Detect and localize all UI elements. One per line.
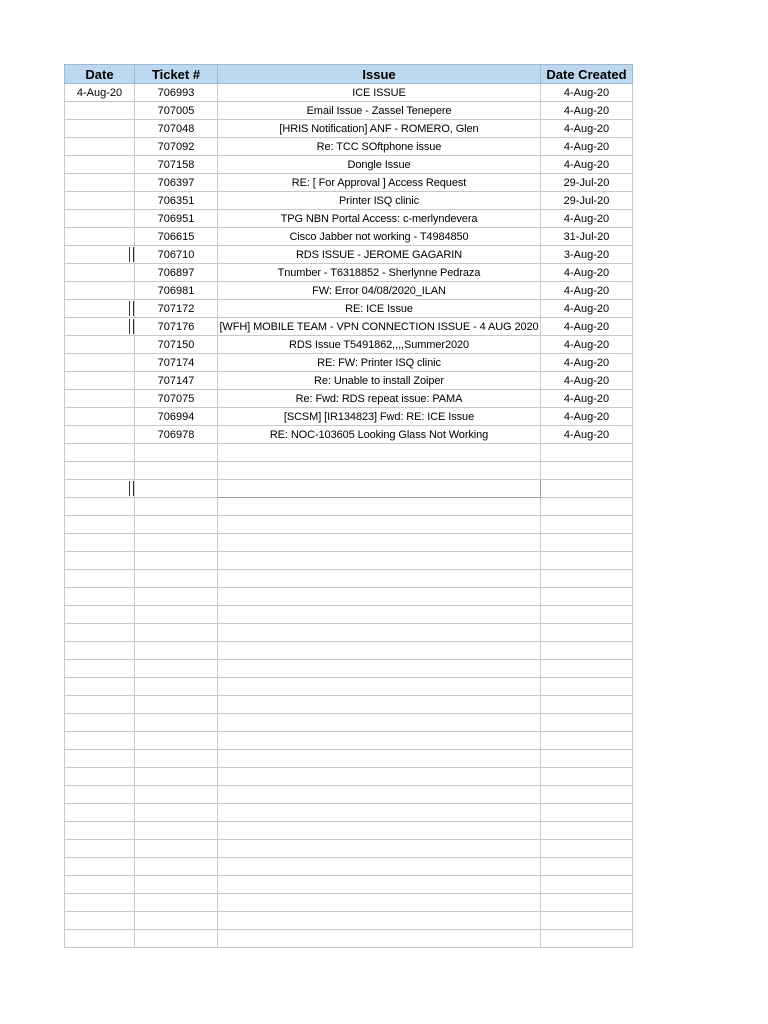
empty-cell[interactable] bbox=[541, 840, 633, 858]
date-cell[interactable] bbox=[65, 408, 135, 426]
empty-cell[interactable] bbox=[218, 912, 541, 930]
empty-cell[interactable] bbox=[541, 480, 633, 498]
ticket-cell[interactable]: 706615 bbox=[135, 228, 218, 246]
empty-cell[interactable] bbox=[135, 462, 218, 480]
date-cell[interactable] bbox=[65, 210, 135, 228]
empty-row bbox=[65, 534, 633, 552]
empty-cell[interactable] bbox=[135, 876, 218, 894]
date-cell[interactable] bbox=[65, 120, 135, 138]
ticket-cell[interactable]: 706981 bbox=[135, 282, 218, 300]
issue-cell[interactable]: ICE ISSUE bbox=[218, 84, 541, 102]
issue-cell[interactable]: [WFH] MOBILE TEAM - VPN CONNECTION ISSUE - 4 AUG 2020 bbox=[218, 318, 541, 336]
ticket-cell[interactable]: 706397 bbox=[135, 174, 218, 192]
empty-cell[interactable] bbox=[65, 912, 135, 930]
cell-marker-icon bbox=[129, 301, 134, 316]
empty-cell[interactable] bbox=[541, 588, 633, 606]
empty-row bbox=[65, 930, 633, 948]
ticket-cell[interactable]: 707147 bbox=[135, 372, 218, 390]
empty-row bbox=[65, 840, 633, 858]
empty-row bbox=[65, 786, 633, 804]
date-cell[interactable] bbox=[65, 192, 135, 210]
empty-cell[interactable] bbox=[541, 660, 633, 678]
empty-row bbox=[65, 894, 633, 912]
date-created-cell[interactable]: 4-Aug-20 bbox=[541, 300, 633, 318]
issue-cell[interactable]: Printer ISQ clinic bbox=[218, 192, 541, 210]
date-created-cell[interactable]: 4-Aug-20 bbox=[541, 102, 633, 120]
empty-cell[interactable] bbox=[541, 444, 633, 462]
empty-cell[interactable] bbox=[135, 588, 218, 606]
empty-cell[interactable] bbox=[135, 570, 218, 588]
ticket-cell[interactable]: 706897 bbox=[135, 264, 218, 282]
empty-cell[interactable] bbox=[135, 516, 218, 534]
date-value: 4-Aug-20 bbox=[76, 86, 123, 99]
date-cell[interactable] bbox=[65, 336, 135, 354]
table-row bbox=[65, 138, 633, 156]
table-row bbox=[65, 354, 633, 372]
date-created-cell[interactable]: 4-Aug-20 bbox=[541, 336, 633, 354]
empty-cell[interactable] bbox=[541, 570, 633, 588]
date-created-cell[interactable]: 4-Aug-20 bbox=[541, 354, 633, 372]
empty-cell[interactable] bbox=[218, 858, 541, 876]
empty-cell[interactable] bbox=[541, 678, 633, 696]
empty-cell[interactable] bbox=[65, 678, 135, 696]
empty-cell[interactable] bbox=[65, 768, 135, 786]
empty-cell[interactable] bbox=[218, 804, 541, 822]
empty-cell[interactable] bbox=[65, 606, 135, 624]
empty-cell[interactable] bbox=[135, 804, 218, 822]
empty-cell[interactable] bbox=[135, 822, 218, 840]
ticket-cell[interactable]: 706993 bbox=[135, 84, 218, 102]
empty-cell[interactable] bbox=[541, 912, 633, 930]
issue-cell[interactable]: [HRIS Notification] ANF - ROMERO, Glen bbox=[218, 120, 541, 138]
date-cell[interactable] bbox=[65, 174, 135, 192]
empty-cell[interactable] bbox=[218, 606, 541, 624]
date-cell[interactable] bbox=[65, 228, 135, 246]
date-cell[interactable] bbox=[65, 372, 135, 390]
date-cell[interactable] bbox=[65, 426, 135, 444]
empty-cell[interactable] bbox=[135, 714, 218, 732]
ticket-cell[interactable]: 707048 bbox=[135, 120, 218, 138]
empty-cell[interactable] bbox=[135, 660, 218, 678]
ticket-cell[interactable]: 706994 bbox=[135, 408, 218, 426]
ticket-table bbox=[64, 64, 633, 948]
cell-marker-icon bbox=[129, 247, 134, 262]
empty-cell[interactable] bbox=[218, 480, 541, 498]
table-row bbox=[65, 102, 633, 120]
empty-cell[interactable] bbox=[218, 570, 541, 588]
empty-row bbox=[65, 768, 633, 786]
issue-cell[interactable]: RDS Issue T5491862,,,,Summer2020 bbox=[218, 336, 541, 354]
table-row bbox=[65, 426, 633, 444]
empty-row bbox=[65, 714, 633, 732]
empty-row bbox=[65, 516, 633, 534]
empty-cell[interactable] bbox=[65, 498, 135, 516]
empty-cell[interactable] bbox=[541, 732, 633, 750]
ticket-cell[interactable]: 706710 bbox=[135, 246, 218, 264]
empty-cell[interactable] bbox=[135, 624, 218, 642]
header-row bbox=[65, 65, 633, 84]
empty-cell[interactable] bbox=[65, 894, 135, 912]
table-row bbox=[65, 120, 633, 138]
empty-cell[interactable] bbox=[65, 750, 135, 768]
empty-cell[interactable] bbox=[135, 750, 218, 768]
empty-cell[interactable] bbox=[218, 894, 541, 912]
empty-cell[interactable] bbox=[135, 732, 218, 750]
empty-cell[interactable] bbox=[541, 804, 633, 822]
date-cell[interactable] bbox=[65, 300, 135, 318]
table-row bbox=[65, 246, 633, 264]
empty-cell[interactable] bbox=[218, 930, 541, 948]
empty-cell[interactable] bbox=[65, 876, 135, 894]
empty-cell[interactable] bbox=[135, 552, 218, 570]
date-created-cell[interactable]: 4-Aug-20 bbox=[541, 156, 633, 174]
empty-row bbox=[65, 750, 633, 768]
empty-row bbox=[65, 462, 633, 480]
empty-row bbox=[65, 660, 633, 678]
date-created-cell[interactable]: 4-Aug-20 bbox=[541, 120, 633, 138]
table-row bbox=[65, 408, 633, 426]
issue-cell[interactable]: RE: NOC-103605 Looking Glass Not Working bbox=[218, 426, 541, 444]
empty-row bbox=[65, 678, 633, 696]
empty-cell[interactable] bbox=[135, 444, 218, 462]
date-created-cell[interactable]: 4-Aug-20 bbox=[541, 390, 633, 408]
empty-cell[interactable] bbox=[135, 786, 218, 804]
empty-cell[interactable] bbox=[218, 714, 541, 732]
cell-marker-icon bbox=[129, 319, 134, 334]
spreadsheet bbox=[64, 64, 632, 948]
ticket-cell[interactable]: 707150 bbox=[135, 336, 218, 354]
table-row bbox=[65, 228, 633, 246]
empty-cell[interactable] bbox=[135, 840, 218, 858]
ticket-cell[interactable]: 707174 bbox=[135, 354, 218, 372]
header-date[interactable]: Date bbox=[65, 65, 135, 84]
date-created-cell[interactable]: 4-Aug-20 bbox=[541, 372, 633, 390]
empty-cell[interactable] bbox=[135, 534, 218, 552]
table-row bbox=[65, 372, 633, 390]
date-cell[interactable] bbox=[65, 102, 135, 120]
date-created-cell[interactable]: 4-Aug-20 bbox=[541, 84, 633, 102]
empty-cell[interactable] bbox=[541, 822, 633, 840]
issue-cell[interactable]: Re: Fwd: RDS repeat issue: PAMA bbox=[218, 390, 541, 408]
empty-row bbox=[65, 696, 633, 714]
issue-cell[interactable]: RDS ISSUE - JEROME GAGARIN bbox=[218, 246, 541, 264]
date-created-cell[interactable]: 4-Aug-20 bbox=[541, 138, 633, 156]
empty-cell[interactable] bbox=[65, 624, 135, 642]
date-cell[interactable] bbox=[65, 246, 135, 264]
empty-cell[interactable] bbox=[541, 516, 633, 534]
empty-cell[interactable] bbox=[65, 552, 135, 570]
empty-cell[interactable] bbox=[218, 534, 541, 552]
empty-cell[interactable] bbox=[65, 516, 135, 534]
date-created-cell[interactable]: 4-Aug-20 bbox=[541, 210, 633, 228]
cell-marker-icon bbox=[129, 481, 134, 496]
date-created-cell[interactable]: 29-Jul-20 bbox=[541, 174, 633, 192]
table-row bbox=[65, 192, 633, 210]
empty-row bbox=[65, 498, 633, 516]
date-created-cell[interactable]: 29-Jul-20 bbox=[541, 192, 633, 210]
issue-cell[interactable]: Tnumber - T6318852 - Sherlynne Pedraza bbox=[218, 264, 541, 282]
ticket-cell[interactable]: 707092 bbox=[135, 138, 218, 156]
empty-row bbox=[65, 912, 633, 930]
empty-row bbox=[65, 804, 633, 822]
empty-row bbox=[65, 552, 633, 570]
empty-cell[interactable] bbox=[541, 696, 633, 714]
empty-cell[interactable] bbox=[541, 930, 633, 948]
empty-cell[interactable] bbox=[218, 750, 541, 768]
empty-cell[interactable] bbox=[218, 660, 541, 678]
empty-cell[interactable] bbox=[65, 462, 135, 480]
empty-cell[interactable] bbox=[218, 768, 541, 786]
issue-cell[interactable]: RE: [ For Approval ] Access Request bbox=[218, 174, 541, 192]
empty-cell[interactable] bbox=[541, 642, 633, 660]
empty-cell[interactable] bbox=[135, 768, 218, 786]
table-row bbox=[65, 318, 633, 336]
date-created-cell[interactable]: 3-Aug-20 bbox=[541, 246, 633, 264]
empty-cell[interactable] bbox=[541, 894, 633, 912]
empty-cell[interactable] bbox=[218, 732, 541, 750]
issue-cell[interactable]: RE: ICE Issue bbox=[218, 300, 541, 318]
empty-row bbox=[65, 732, 633, 750]
empty-cell[interactable] bbox=[135, 480, 218, 498]
empty-cell[interactable] bbox=[135, 678, 218, 696]
table-row bbox=[65, 174, 633, 192]
empty-cell[interactable] bbox=[218, 498, 541, 516]
header-issue[interactable]: Issue bbox=[218, 65, 541, 84]
date-cell[interactable] bbox=[65, 264, 135, 282]
date-cell[interactable] bbox=[65, 354, 135, 372]
empty-cell[interactable] bbox=[135, 930, 218, 948]
ticket-cell[interactable]: 707172 bbox=[135, 300, 218, 318]
empty-cell[interactable] bbox=[135, 642, 218, 660]
empty-row bbox=[65, 822, 633, 840]
empty-row bbox=[65, 642, 633, 660]
empty-cell[interactable] bbox=[65, 732, 135, 750]
header-ticket[interactable]: Ticket # bbox=[135, 65, 218, 84]
issue-cell[interactable]: TPG NBN Portal Access: c-merlyndevera bbox=[218, 210, 541, 228]
ticket-cell[interactable]: 707176 bbox=[135, 318, 218, 336]
ticket-cell[interactable]: 707005 bbox=[135, 102, 218, 120]
ticket-cell[interactable]: 707158 bbox=[135, 156, 218, 174]
issue-cell[interactable]: Dongle Issue bbox=[218, 156, 541, 174]
empty-cell[interactable] bbox=[65, 696, 135, 714]
empty-cell[interactable] bbox=[65, 642, 135, 660]
empty-cell[interactable] bbox=[541, 534, 633, 552]
empty-cell[interactable] bbox=[65, 660, 135, 678]
empty-cell[interactable] bbox=[541, 750, 633, 768]
date-cell[interactable] bbox=[65, 390, 135, 408]
empty-cell[interactable] bbox=[541, 768, 633, 786]
empty-cell[interactable] bbox=[65, 930, 135, 948]
issue-cell[interactable]: RE: FW: Printer ISQ clinic bbox=[218, 354, 541, 372]
issue-cell[interactable]: Email Issue - Zassel Tenepere bbox=[218, 102, 541, 120]
date-created-cell[interactable]: 4-Aug-20 bbox=[541, 426, 633, 444]
empty-cell[interactable] bbox=[65, 822, 135, 840]
table-row bbox=[65, 300, 633, 318]
ticket-cell[interactable]: 707075 bbox=[135, 390, 218, 408]
issue-cell[interactable]: FW: Error 04/08/2020_ILAN bbox=[218, 282, 541, 300]
ticket-cell[interactable]: 706978 bbox=[135, 426, 218, 444]
date-created-cell[interactable]: 4-Aug-20 bbox=[541, 318, 633, 336]
empty-row bbox=[65, 624, 633, 642]
empty-cell[interactable] bbox=[65, 480, 135, 498]
empty-cell[interactable] bbox=[65, 444, 135, 462]
empty-row bbox=[65, 570, 633, 588]
empty-cell[interactable] bbox=[135, 498, 218, 516]
empty-cell[interactable] bbox=[541, 552, 633, 570]
empty-row bbox=[65, 876, 633, 894]
empty-cell[interactable] bbox=[135, 894, 218, 912]
empty-cell[interactable] bbox=[218, 642, 541, 660]
ticket-cell[interactable]: 706351 bbox=[135, 192, 218, 210]
date-cell[interactable] bbox=[65, 318, 135, 336]
empty-cell[interactable] bbox=[541, 462, 633, 480]
table-row bbox=[65, 210, 633, 228]
empty-cell[interactable] bbox=[541, 606, 633, 624]
date-created-cell[interactable]: 4-Aug-20 bbox=[541, 264, 633, 282]
empty-cell[interactable] bbox=[218, 462, 541, 480]
table-row bbox=[65, 390, 633, 408]
empty-cell[interactable] bbox=[218, 876, 541, 894]
header-date-created[interactable]: Date Created bbox=[541, 65, 633, 84]
issue-cell[interactable]: Cisco Jabber not working - T4984850 bbox=[218, 228, 541, 246]
empty-cell[interactable] bbox=[218, 822, 541, 840]
empty-cell[interactable] bbox=[541, 786, 633, 804]
empty-cell[interactable] bbox=[218, 624, 541, 642]
table-row bbox=[65, 84, 633, 102]
table-row bbox=[65, 264, 633, 282]
date-created-cell[interactable]: 4-Aug-20 bbox=[541, 282, 633, 300]
empty-cell[interactable] bbox=[65, 804, 135, 822]
empty-row bbox=[65, 444, 633, 462]
empty-cell[interactable] bbox=[218, 840, 541, 858]
empty-cell[interactable] bbox=[65, 570, 135, 588]
date-cell[interactable] bbox=[65, 84, 135, 102]
date-cell[interactable] bbox=[65, 156, 135, 174]
date-cell[interactable] bbox=[65, 138, 135, 156]
table-row bbox=[65, 336, 633, 354]
empty-cell[interactable] bbox=[65, 714, 135, 732]
empty-cell[interactable] bbox=[65, 534, 135, 552]
empty-cell[interactable] bbox=[541, 714, 633, 732]
empty-cell[interactable] bbox=[65, 858, 135, 876]
issue-cell[interactable]: Re: Unable to install Zoiper bbox=[218, 372, 541, 390]
empty-cell[interactable] bbox=[135, 912, 218, 930]
empty-cell[interactable] bbox=[135, 696, 218, 714]
empty-cell[interactable] bbox=[135, 606, 218, 624]
issue-cell[interactable]: [SCSM] [IR134823] Fwd: RE: ICE Issue bbox=[218, 408, 541, 426]
empty-cell[interactable] bbox=[218, 552, 541, 570]
empty-row bbox=[65, 480, 633, 498]
empty-cell[interactable] bbox=[218, 516, 541, 534]
date-created-cell[interactable]: 4-Aug-20 bbox=[541, 408, 633, 426]
date-created-cell[interactable]: 31-Jul-20 bbox=[541, 228, 633, 246]
empty-cell[interactable] bbox=[218, 678, 541, 696]
empty-cell[interactable] bbox=[218, 588, 541, 606]
empty-row bbox=[65, 588, 633, 606]
table-row bbox=[65, 282, 633, 300]
empty-cell[interactable] bbox=[541, 498, 633, 516]
empty-cell[interactable] bbox=[541, 858, 633, 876]
issue-cell[interactable]: Re: TCC SOftphone issue bbox=[218, 138, 541, 156]
empty-cell[interactable] bbox=[65, 588, 135, 606]
empty-cell[interactable] bbox=[541, 624, 633, 642]
empty-cell[interactable] bbox=[65, 840, 135, 858]
empty-cell[interactable] bbox=[541, 876, 633, 894]
empty-row bbox=[65, 858, 633, 876]
empty-cell[interactable] bbox=[65, 786, 135, 804]
empty-cell[interactable] bbox=[218, 696, 541, 714]
empty-cell[interactable] bbox=[135, 858, 218, 876]
empty-cell[interactable] bbox=[218, 444, 541, 462]
date-cell[interactable] bbox=[65, 282, 135, 300]
empty-row bbox=[65, 606, 633, 624]
table-row bbox=[65, 156, 633, 174]
ticket-cell[interactable]: 706951 bbox=[135, 210, 218, 228]
table-body bbox=[65, 84, 633, 948]
empty-cell[interactable] bbox=[218, 786, 541, 804]
